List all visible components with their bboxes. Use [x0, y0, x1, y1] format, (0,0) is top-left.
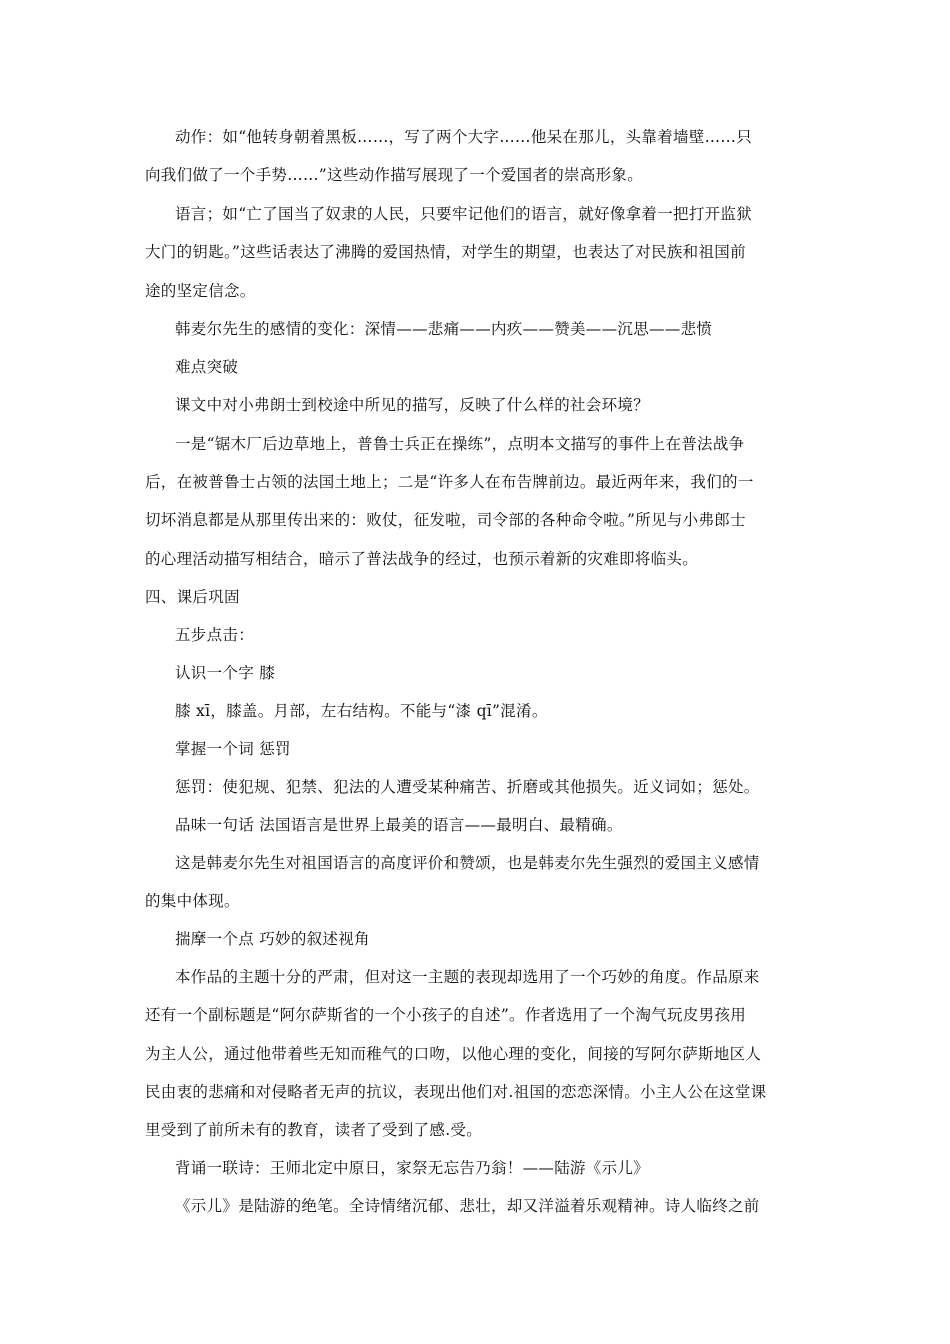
paragraph-line: 本作品的主题十分的严肃，但对这一主题的表现却选用了一个巧妙的角度。作品原来	[175, 968, 760, 986]
paragraph-line: 五步点击：	[175, 626, 255, 644]
paragraph-line: 惩罚：使犯规、犯禁、犯法的人遭受某种痛苦、折磨或其他损失。近义词如；惩处。	[175, 778, 760, 796]
section-heading: 难点突破	[175, 358, 239, 376]
paragraph-line: 向我们做了一个手势……”这些动作描写展现了一个爱国者的崇高形象。	[145, 166, 644, 184]
paragraph-line: 民由衷的悲痛和对侵略者无声的抗议，表现出他们对.祖国的恋恋深情。小主人公在这堂课	[145, 1083, 767, 1101]
paragraph-line: 的集中体现。	[145, 892, 240, 910]
paragraph-line: 途的坚定信念。	[145, 282, 256, 300]
paragraph-line: 这是韩麦尔先生对祖国语言的高度评价和赞颂，也是韩麦尔先生强烈的爱国主义感情	[175, 854, 760, 872]
paragraph-line: 韩麦尔先生的感情的变化：深情——悲痛——内疚——赞美——沉思——悲愤	[175, 320, 713, 338]
paragraph-line: 里受到了前所未有的教育，读者了受到了感.受。	[145, 1121, 483, 1139]
paragraph-line: 膝 xī，膝盖。月部，左右结构。不能与“漆 qī”混淆。	[175, 702, 548, 720]
paragraph-line: 揣摩一个点 巧妙的叙述视角	[175, 930, 370, 948]
paragraph-line: 后，在被普鲁士占领的法国土地上；二是“许多人在布告牌前边。最近两年来，我们的一	[145, 473, 754, 491]
paragraph-line: 掌握一个词 惩罚	[175, 740, 291, 758]
paragraph-line: 语言；如“亡了国当了奴隶的人民，只要牢记他们的语言，就好像拿着一把打开监狱	[175, 205, 753, 223]
paragraph-line: 认识一个字 膝	[175, 664, 276, 682]
section-heading: 四、课后巩固	[145, 588, 240, 606]
paragraph-line: 课文中对小弗朗士到校途中所见的描写，反映了什么样的社会环境？	[175, 396, 650, 414]
paragraph-line: 背诵一联诗：王师北定中原日，家祭无忘告乃翁！——陆游《示儿》	[175, 1159, 650, 1177]
paragraph-line: 一是“锯木厂后边草地上，普鲁士兵正在操练”，点明本文描写的事件上在普法战争	[175, 435, 745, 453]
paragraph-line: 品味一句话 法国语言是世界上最美的语言——最明白、最精确。	[175, 816, 623, 834]
paragraph-line: 《示儿》是陆游的绝笔。全诗情绪沉郁、悲壮，却又洋溢着乐观精神。诗人临终之前	[175, 1197, 760, 1215]
paragraph-line: 还有一个副标题是“阿尔萨斯省的一个小孩子的自述”。作者选用了一个淘气玩皮男孩用	[145, 1006, 747, 1024]
paragraph-line: 大门的钥匙。”这些话表达了沸腾的爱国热情，对学生的期望，也表达了对民族和祖国前	[145, 243, 746, 261]
paragraph-line: 为主人公，通过他带着些无知而稚气的口吻，以他心理的变化，间接的写阿尔萨斯地区人	[145, 1045, 762, 1063]
paragraph-line: 动作：如“他转身朝着黑板……，写了两个大字……他呆在那儿，头靠着墙壁……只	[175, 128, 753, 146]
paragraph-line: 的心理活动描写相结合，暗示了普法战争的经过，也预示着新的灾难即将临头。	[145, 550, 699, 568]
paragraph-line: 切坏消息都是从那里传出来的：败仗，征发啦，司令部的各种命令啦。”所见与小弗郎士	[145, 511, 746, 529]
